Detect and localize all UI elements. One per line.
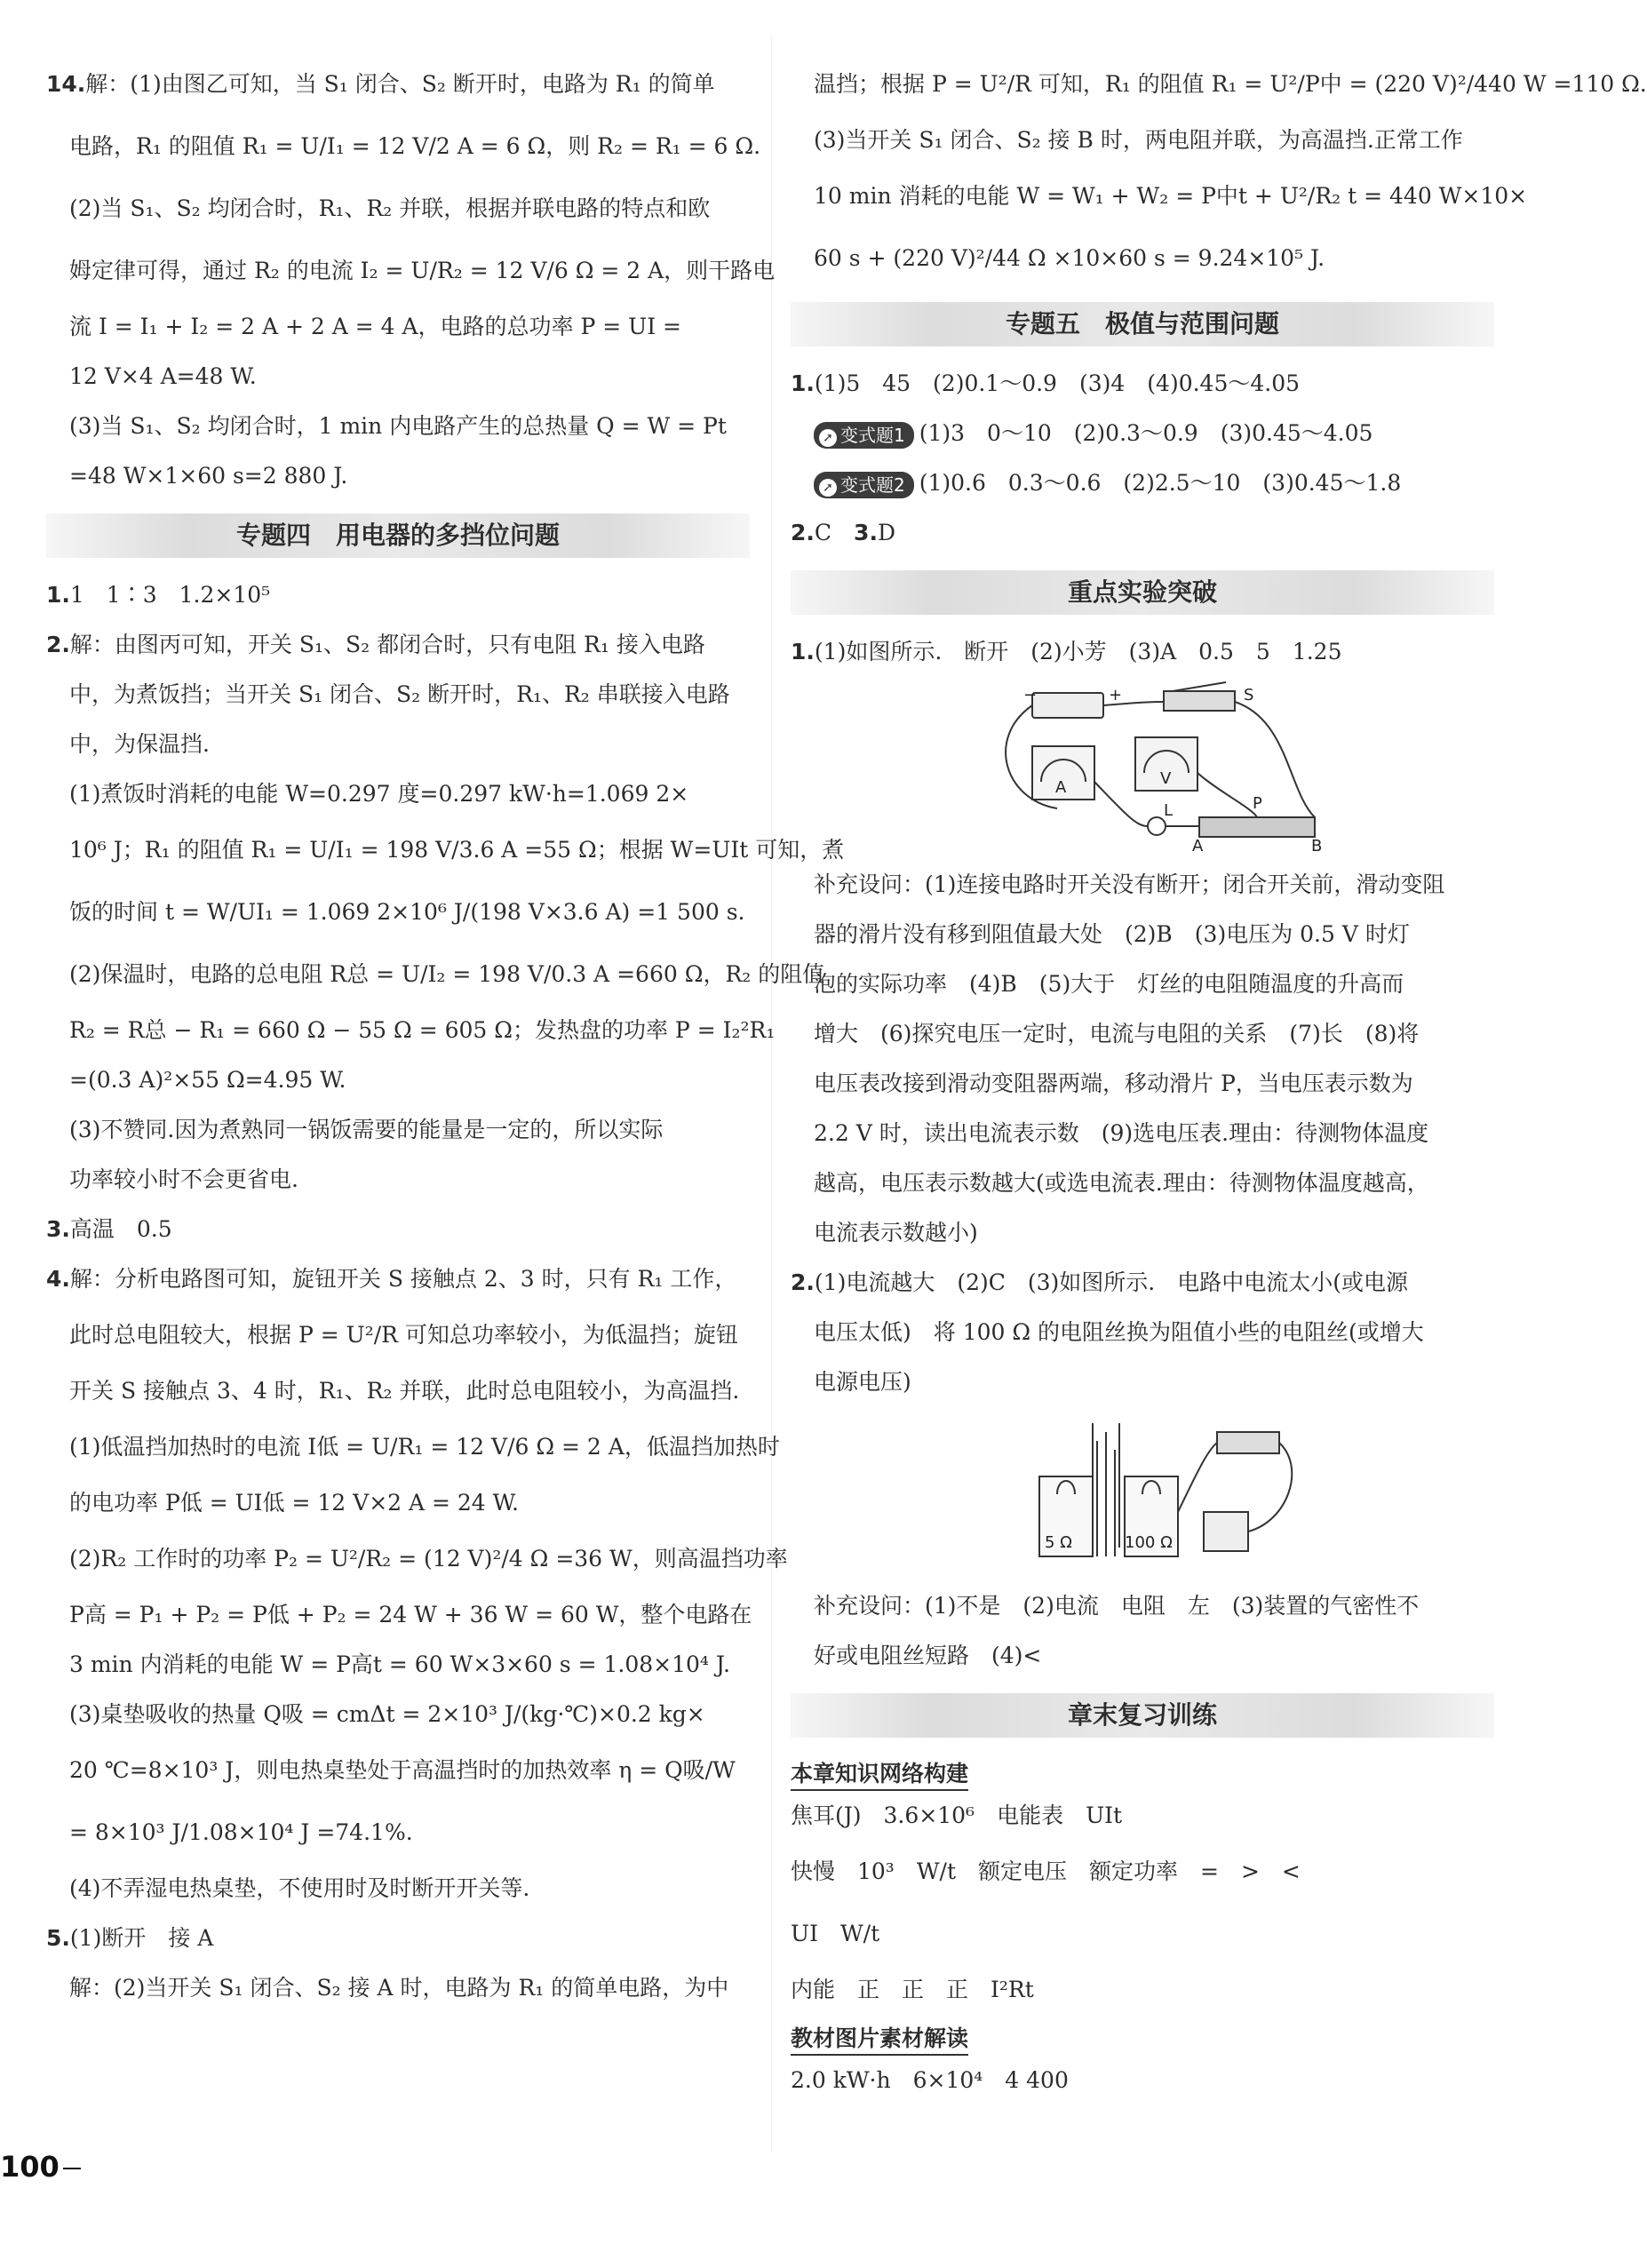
q14-line-8: =48 W×1×60 s=2 880 J.: [69, 463, 348, 489]
s4-q2-line-5: 10⁶ J；R₁ 的阻值 R₁ = U/I₁ = 198 V/3.6 A =55 Ω；根据 W=UIt 可知，煮: [69, 837, 845, 863]
arrow-icon: ➚: [819, 479, 837, 497]
s4-q4-line-12: (4)不弄湿电热桌垫，不使用时及时断开开关等.: [69, 1875, 530, 1901]
s4-q4-line-5: 的电功率 P低 = UI低 = 12 V×2 A = 24 W.: [69, 1490, 519, 1516]
ammeter-label: A: [1055, 778, 1067, 797]
s4-q4-line-2: 此时总电阻较大，根据 P = U²/R 可知总功率较小，为低温挡；旋钮: [69, 1322, 738, 1348]
s4-q4-line-1: 4.解：分析电路图可知，旋钮开关 S 接触点 2、3 时，只有 R₁ 工作，: [46, 1266, 737, 1292]
s5-variant-2: ➚ 变式题2 (1)0.6 0.3～0.6 (2)2.5～10 (3)0.45～1.8: [791, 458, 1494, 508]
s4-q2-line-9: =(0.3 A)²×55 Ω=4.95 W.: [69, 1067, 346, 1093]
exp-q1-supp-7: 越高，电压表示数越大(或选电流表.理由：待测物体温度越高，: [814, 1170, 1429, 1196]
s4-q4-line-7: P高 = P₁ + P₂ = P低 + P₂ = 24 W + 36 W = 60 W，整个电路在: [69, 1602, 752, 1627]
s4-q4-line-11: = 8×10³ J/1.08×10⁴ J =74.1%.: [69, 1819, 413, 1845]
section-title-4: 专题四 用电器的多挡位问题: [46, 513, 750, 558]
resistor-2-label: 100 Ω: [1125, 1533, 1173, 1552]
textbook-line: 2.0 kW·h 6×10⁴ 4 400: [791, 2067, 1069, 2093]
exp-q1-supp-5: 电压表改接到滑动变阻器两端，移动滑片 P，当电压表示数为: [814, 1070, 1413, 1096]
q14-line-3: (2)当 S₁、S₂ 均闭合时，R₁、R₂ 并联，根据并联电路的特点和欧: [69, 195, 711, 221]
q14-line-5: 流 I = I₁ + I₂ = 2 A + 2 A = 4 A，电路的总功率 P = UI =: [69, 314, 681, 339]
right-column: [791, 53, 1647, 2105]
resistor-1-label: 5 Ω: [1045, 1533, 1072, 1552]
s4-q2-line-3: 中，为保温挡.: [69, 731, 210, 757]
exp-q2-supp-2: 好或电阻丝短路 (4)<: [814, 1643, 1042, 1668]
exp-q1-supp-6: 2.2 V 时，读出电流表示数 (9)选电压表.理由：待测物体温度: [814, 1120, 1429, 1146]
circuit-figure-2: [791, 1414, 1494, 1574]
s4-q5-cont-line-2: (3)当开关 S₁ 闭合、S₂ 接 B 时，两电阻并联，为高温挡.正常工作: [814, 127, 1463, 153]
slider-label: P: [1253, 794, 1262, 813]
exp-q1: 1.(1)如图所示. 断开 (2)小芳 (3)A 0.5 5 1.25: [791, 639, 1342, 664]
textbook-heading-wrap: [791, 2015, 1494, 2056]
s5-variant-1: ➚ 变式题1 (1)3 0～10 (2)0.3～0.9 (3)0.45～4.05: [791, 409, 1494, 458]
arrow-icon: ➚: [819, 429, 837, 447]
circuit-figure-1: [791, 684, 1494, 853]
s4-q4-line-8: 3 min 内消耗的电能 W = P高t = 60 W×3×60 s = 1.08×10⁴ J.: [69, 1651, 730, 1677]
section-title-review: 章末复习训练: [791, 1693, 1494, 1738]
q14-line-7: (3)当 S₁、S₂ 均闭合时，1 min 内电路产生的总热量 Q = W = Pt: [69, 413, 727, 439]
s4-q4-line-4: (1)低温挡加热时的电流 I低 = U/R₁ = 12 V/6 Ω = 2 A，低温挡加热时: [69, 1434, 780, 1460]
knowledge-line-1: 焦耳(J) 3.6×10⁶ 电能表 UIt: [791, 1802, 1123, 1828]
battery-plus-label: +: [1109, 686, 1123, 704]
terminal-a-label: A: [1192, 837, 1204, 855]
s4-q5-cont-line-1: 温挡；根据 P = U²/R 可知，R₁ 的阻值 R₁ = U²/P中 = (220 V)²/440 W =110 Ω.: [814, 71, 1647, 97]
variant-tag-2: ➚ 变式题2: [814, 472, 914, 498]
circuit-diagram-lamp: [791, 684, 1494, 853]
exp-q2-line-1: 2.(1)电流越大 (2)C (3)如图所示. 电路中电流太小(或电源: [791, 1269, 1408, 1295]
exp-q1-supp-8: 电流表示数越小): [814, 1220, 978, 1245]
q14-line-4: 姆定律可得，通过 R₂ 的电流 I₂ = U/R₂ = 12 V/6 Ω = 2 A，则干路电: [69, 258, 776, 283]
column-divider: [771, 36, 772, 2150]
section-title-5: 专题五 极值与范围问题: [791, 302, 1494, 346]
knowledge-line-4: 内能 正 正 正 I²Rt: [791, 1977, 1034, 2002]
q14-line-2: 电路，R₁ 的阻值 R₁ = U/I₁ = 12 V/2 A = 6 Ω，则 R₂ = R₁ = 6 Ω.: [69, 133, 761, 159]
knowledge-heading: 本章知识网络构建: [791, 1759, 968, 1791]
exp-q2-supp-1: 补充设问：(1)不是 (2)电流 电阻 左 (3)装置的气密性不: [814, 1593, 1420, 1619]
s4-q2-line-7: (2)保温时，电路的总电阻 R总 = U/I₂ = 198 V/0.3 A =660 Ω，R₂ 的阻值: [69, 961, 825, 987]
battery-minus-label: −: [1023, 686, 1038, 704]
section-title-experiments: 重点实验突破: [791, 570, 1494, 615]
page-number: 100: [0, 2150, 81, 2184]
exp-q1-supp-2: 器的滑片没有移到阻值最大处 (2)B (3)电压为 0.5 V 时灯: [814, 921, 1410, 947]
variant-tag-1: ➚ 变式题1: [814, 422, 914, 449]
exp-q2-line-2: 电压太低) 将 100 Ω 的电阻丝换为阻值小些的电阻丝(或增大: [814, 1319, 1424, 1345]
s4-q2-line-6: 饭的时间 t = W/UI₁ = 1.069 2×10⁶ J/(198 V×3.6 A) =1 500 s.: [69, 899, 745, 925]
s4-q4-line-10: 20 ℃=8×10³ J，则电热桌垫处于高温挡时的加热效率 η = Q吸/W: [69, 1757, 736, 1783]
textbook-heading: 教材图片素材解读: [791, 2024, 968, 2056]
s4-q5-line-1: 5.(1)断开 接 A: [46, 1925, 214, 1951]
s4-q2-line-10: (3)不赞同.因为煮熟同一锅饭需要的能量是一定的，所以实际: [69, 1117, 664, 1142]
s4-q3: 3.高温 0.5: [46, 1216, 172, 1242]
s4-q5-cont-line-3: 10 min 消耗的电能 W = W₁ + W₂ = P中t + U²/R₂ t = 440 W×10×: [814, 183, 1528, 209]
q14-line-1: 14.解：(1)由图乙可知，当 S₁ 闭合、S₂ 断开时，电路为 R₁ 的简单: [46, 71, 715, 97]
s5-q1: 1.(1)5 45 (2)0.1～0.9 (3)4 (4)0.45～4.05: [791, 370, 1301, 396]
s4-q5-line-2: 解：(2)当开关 S₁ 闭合、S₂ 接 A 时，电路为 R₁ 的简单电路，为中: [69, 1975, 729, 2001]
s4-q4-line-6: (2)R₂ 工作时的功率 P₂ = U²/R₂ = (12 V)²/4 Ω =36 W，则高温挡功率: [69, 1546, 788, 1572]
voltmeter-label: V: [1160, 769, 1172, 788]
s4-q2-line-1: 2.解：由图丙可知，开关 S₁、S₂ 都闭合时，只有电阻 R₁ 接入电路: [46, 632, 705, 657]
s4-q2-line-8: R₂ = R总 − R₁ = 660 Ω − 55 Ω = 605 Ω；发热盘的功率 P = I₂²R₁: [69, 1017, 776, 1043]
exp-q1-supp-1: 补充设问：(1)连接电路时开关没有断开；闭合开关前，滑动变阻: [814, 871, 1445, 897]
question-number: 14.: [46, 71, 86, 97]
knowledge-line-2: 快慢 10³ W/t 额定电压 额定功率 = > <: [791, 1858, 1301, 1884]
s4-q4-line-9: (3)桌垫吸收的热量 Q吸 = cmΔt = 2×10³ J/(kg·℃)×0.2 kg×: [69, 1701, 705, 1727]
s4-q4-line-3: 开关 S 接触点 3、4 时，R₁、R₂ 并联，此时总电阻较小，为高温挡.: [69, 1378, 740, 1404]
exp-q2-line-3: 电源电压): [814, 1369, 911, 1395]
exp-q1-supp-4: 增大 (6)探究电压一定时，电流与电阻的关系 (7)长 (8)将: [814, 1021, 1420, 1046]
s4-q1: 1.1 1∶3 1.2×10⁵: [46, 582, 271, 608]
knowledge-heading-wrap: [791, 1750, 1494, 1791]
joule-heating-apparatus: [791, 1414, 1494, 1574]
lamp-label: L: [1164, 801, 1174, 820]
switch-label: S: [1244, 686, 1254, 704]
knowledge-line-3: UI W/t: [791, 1921, 880, 1946]
s4-q2-line-11: 功率较小时不会更省电.: [69, 1166, 298, 1192]
s4-q5-cont-line-4: 60 s + (220 V)²/44 Ω ×10×60 s = 9.24×10⁵ J.: [814, 245, 1325, 271]
s4-q2-line-4: (1)煮饭时消耗的电能 W=0.297 度=0.297 kW·h=1.069 2×: [69, 781, 689, 807]
exp-q1-supp-3: 泡的实际功率 (4)B (5)大于 灯丝的电阻随温度的升高而: [814, 971, 1404, 997]
q14-line-6: 12 V×4 A=48 W.: [69, 363, 257, 389]
s5-q2-q3: 2.C 3.D: [791, 520, 895, 545]
terminal-b-label: B: [1311, 837, 1323, 855]
s4-q2-line-2: 中，为煮饭挡；当开关 S₁ 闭合、S₂ 断开时，R₁、R₂ 串联接入电路: [69, 681, 730, 707]
